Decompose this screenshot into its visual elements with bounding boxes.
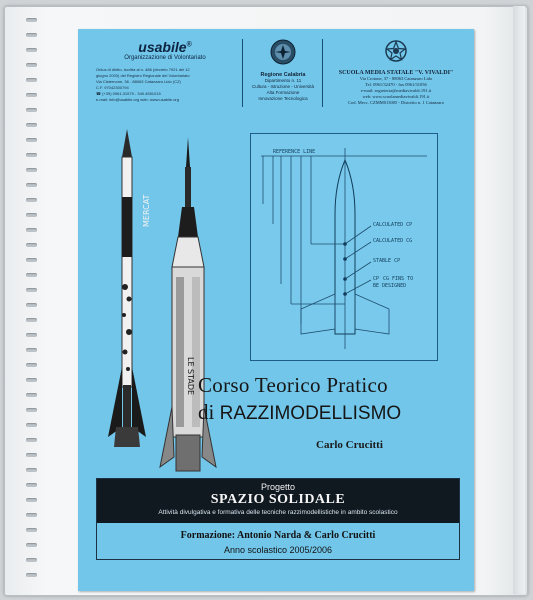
sheet-hole [26,288,37,292]
scuola-title: SCUOLA MEDIA STATALE "V. VIVALDI" [338,70,454,76]
sheet-hole [26,423,37,427]
author-name: Carlo Crucitti [316,439,383,451]
sheet-hole [26,78,37,82]
usabile-header [90,39,240,61]
scuola-line: Via Crotone, 37 - 88063 Catanzaro Lido [359,76,433,81]
sheet-hole [26,468,37,472]
sheet-hole [26,183,37,187]
usabile-info-line: ☎ (+39) 0961.31579 - 349.4551015 [96,91,161,96]
schematic-label: REFERENCE LINE [273,149,316,155]
regione-line: Cultura - Istruzione - Università [251,84,315,89]
sheet-hole [26,198,37,202]
italian-republic-emblem-icon [384,39,408,63]
cover-sheet [78,29,474,591]
regione-line: Innovazione Tecnologica [258,96,308,101]
title-line-2: di RAZZIMODELLISMO [198,400,402,424]
schematic-label: CP [373,276,380,282]
usabile-info [96,67,236,103]
binder-spine [513,6,525,594]
usabile-info-line: giugno 2003) del Registro Regionale del Volontariato [96,73,190,78]
rockets-illustration [98,127,228,479]
project-band [97,479,459,523]
sheet-hole [26,498,37,502]
slim-rocket-icon [108,129,151,447]
sheet-hole [26,363,37,367]
sheet-hole [26,93,37,97]
sheet-protector-holes [26,18,38,588]
sheet-hole [26,228,37,232]
sheet-hole [26,258,37,262]
sheet-hole [26,543,37,547]
sheet-hole [26,168,37,172]
sheet-hole [26,333,37,337]
sheet-hole [26,123,37,127]
title-line-1: Corso Teorico Pratico [198,373,388,397]
sheet-hole [26,483,37,487]
sheet-hole [26,558,37,562]
project-name: SPAZIO SOLIDALE [210,492,346,507]
regione-calabria-header [248,39,318,102]
schematic-label: BE DESIGNED [373,283,407,289]
schematic-label: STABLE CP [373,258,401,264]
regione-line: Dipartimento n. 11 [264,78,302,83]
school-year: Anno scolastico 2005/2006 [223,545,333,555]
regione-line: Alta Formazione [266,90,300,95]
scuola-line: Tel. 0961/32470 - fax 0961/31056 [365,82,427,87]
svg-text:MERCAT: MERCAT [142,194,151,227]
course-title [198,373,468,425]
schematic-label: CALCULATED CG [373,238,413,244]
sheet-hole [26,138,37,142]
scuola-line: web: www.scuolamediavivaldi.191.it [362,94,430,99]
sheet-hole [26,513,37,517]
sheet-hole [26,528,37,532]
formazione-credits: Formazione: Antonio Narda & Carlo Crucitti [180,530,376,541]
sheet-hole [26,273,37,277]
sheet-hole [26,438,37,442]
project-label: Progetto [260,482,296,492]
rocket-schematic-diagram [250,133,438,361]
usabile-info-line: e-mail: info@usabile.org web: www.usabile.org [96,97,179,102]
header-divider [322,39,323,107]
sheet-hole [26,48,37,52]
usabile-subtitle: Organizzazione di Volontariato [124,55,206,61]
sheet-hole [26,63,37,67]
usabile-info-line: Onlus di diritto, iscritta al n. 486 (decreto 7921 del 12 [96,67,190,72]
schematic-label: CG FINS TO [383,276,414,282]
scuola-line: Cod. Mecc. CZMM013005 - Distretto n. 1 Catanzaro [348,100,444,105]
sheet-hole [26,318,37,322]
header-divider [242,39,243,107]
sheet-hole [26,348,37,352]
schematic-label: CALCULATED CP [373,222,413,228]
usabile-logo: usabile® [138,39,192,55]
sheet-hole [26,573,37,577]
regione-title: Regione Calabria [260,72,306,78]
sheet-hole [26,453,37,457]
sheet-hole [26,213,37,217]
scuola-vivaldi-header [326,39,466,106]
scuola-line: e-mail: segreteria@mediavivaldi.191.it [360,88,432,93]
sheet-hole [26,303,37,307]
sheet-hole [26,408,37,412]
project-description: Attività divulgativa e formativa delle tecniche razzimodellistiche in ambito scolastico [158,509,398,516]
sheet-hole [26,393,37,397]
regione-seal-icon [270,39,296,65]
usabile-info-line: Via Cisternone, 36 - 88063 Catanzaro Lido (CZ) [96,79,181,84]
sheet-hole [26,18,37,22]
sheet-hole [26,153,37,157]
sheet-hole [26,243,37,247]
project-box [96,478,460,560]
sheet-hole [26,378,37,382]
svg-text:LE STADE: LE STADE [186,357,195,396]
usabile-info-line: C.F. 97042300794 [96,85,129,90]
sheet-hole [26,33,37,37]
sheet-hole [26,108,37,112]
